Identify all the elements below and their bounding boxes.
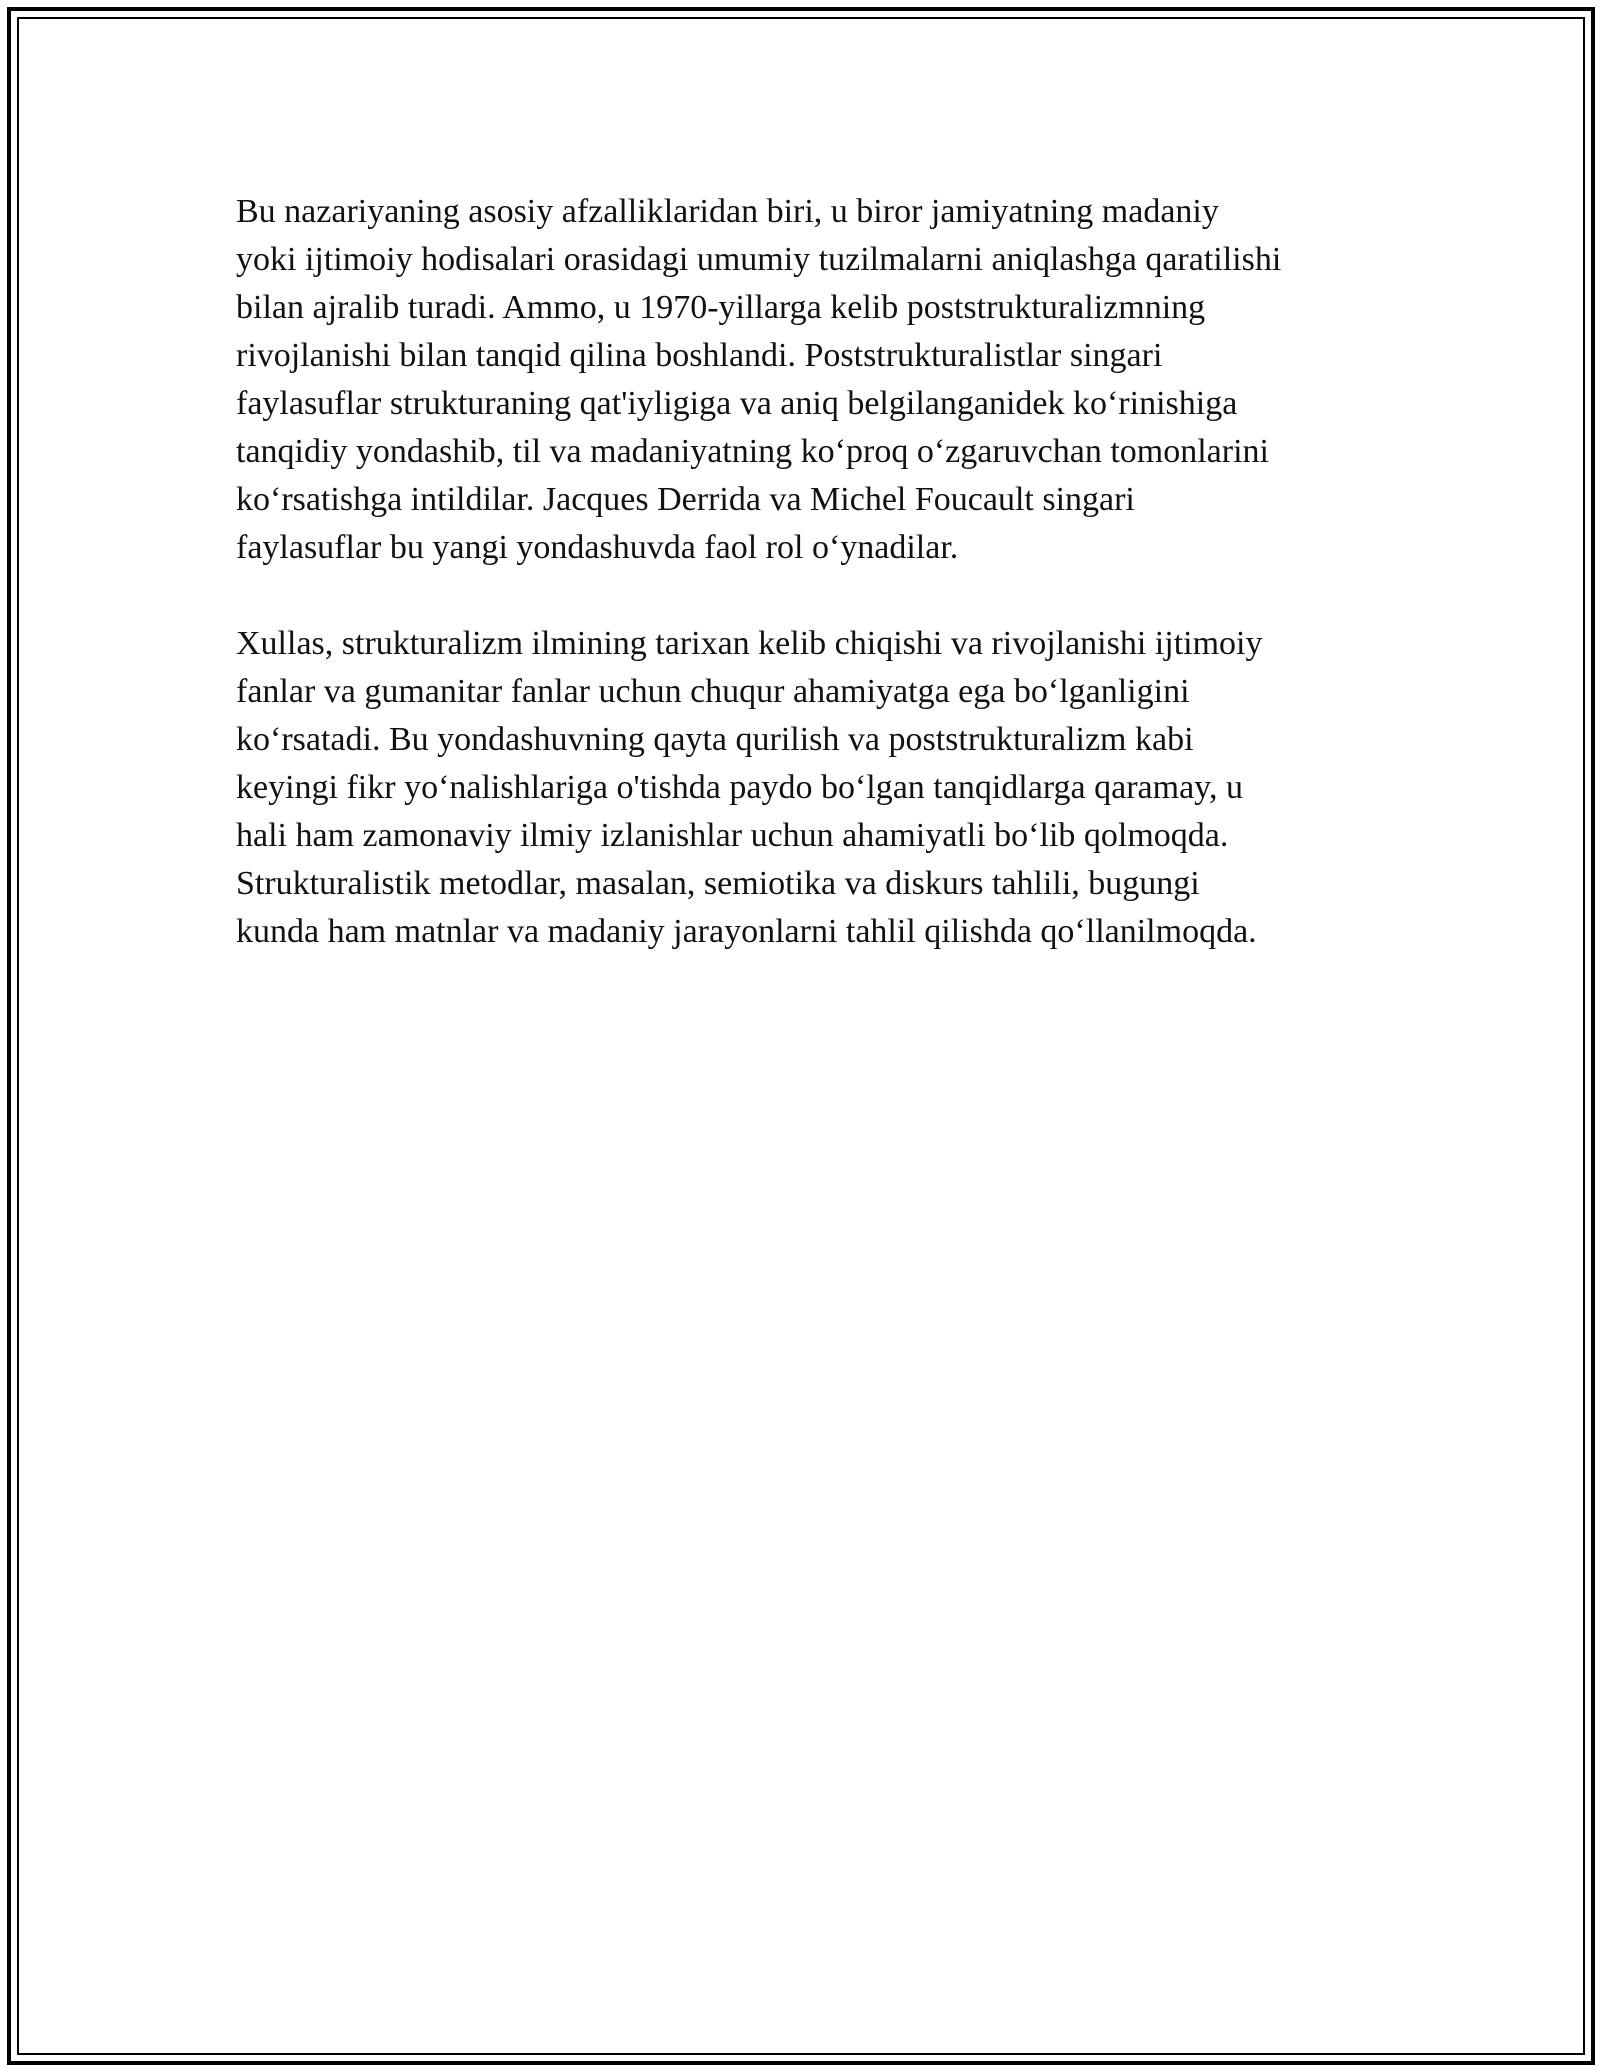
document-body bbox=[236, 188, 1366, 1004]
paragraph-2: Xullas, strukturalizm ilmining tarixan kelib chiqishi va rivojlanishi ijtimoiy fanlar va gumanitar fanlar uchun chuqur ahamiyatga ega bo‘lganligini ko‘rsatadi. Bu yondashuvning qayta qurilish va poststrukturalizm kabi keyingi fikr yo‘nalishlariga o'tishda paydo bo‘lgan tanqidlarga qaramay, u hali ham zamonaviy ilmiy izlanishlar uchun ahamiyatli bo‘lib qolmoqda. Strukturalistik metodlar, masalan, semiotika va diskurs tahlili, bugungi kunda ham matnlar va madaniy jarayonlarni tahlil qilishda qo‘llanilmoqda. bbox=[236, 625, 1263, 950]
paragraph-1: Bu nazariyaning asosiy afzalliklaridan biri, u biror jamiyatning madaniy yoki ijtimoiy hodisalari orasidagi umumiy tuzilmalarni aniqlashga qaratilishi bilan ajralib turadi. Ammo, u 1970-yillarga kelib poststrukturalizmning rivojlanishi bilan tanqid qilina boshlandi. Poststrukturalistlar singari faylasuflar strukturaning qat'iyligiga va aniq belgilanganidek ko‘rinishiga tanqidiy yondashib, til va madaniyatning ko‘proq o‘zgaruvchan tomonlarini ko‘rsatishga intildilar. Jacques Derrida va Michel Foucault singari faylasuflar bu yangi yondashuvda faol rol o‘ynadilar. bbox=[236, 193, 1282, 566]
